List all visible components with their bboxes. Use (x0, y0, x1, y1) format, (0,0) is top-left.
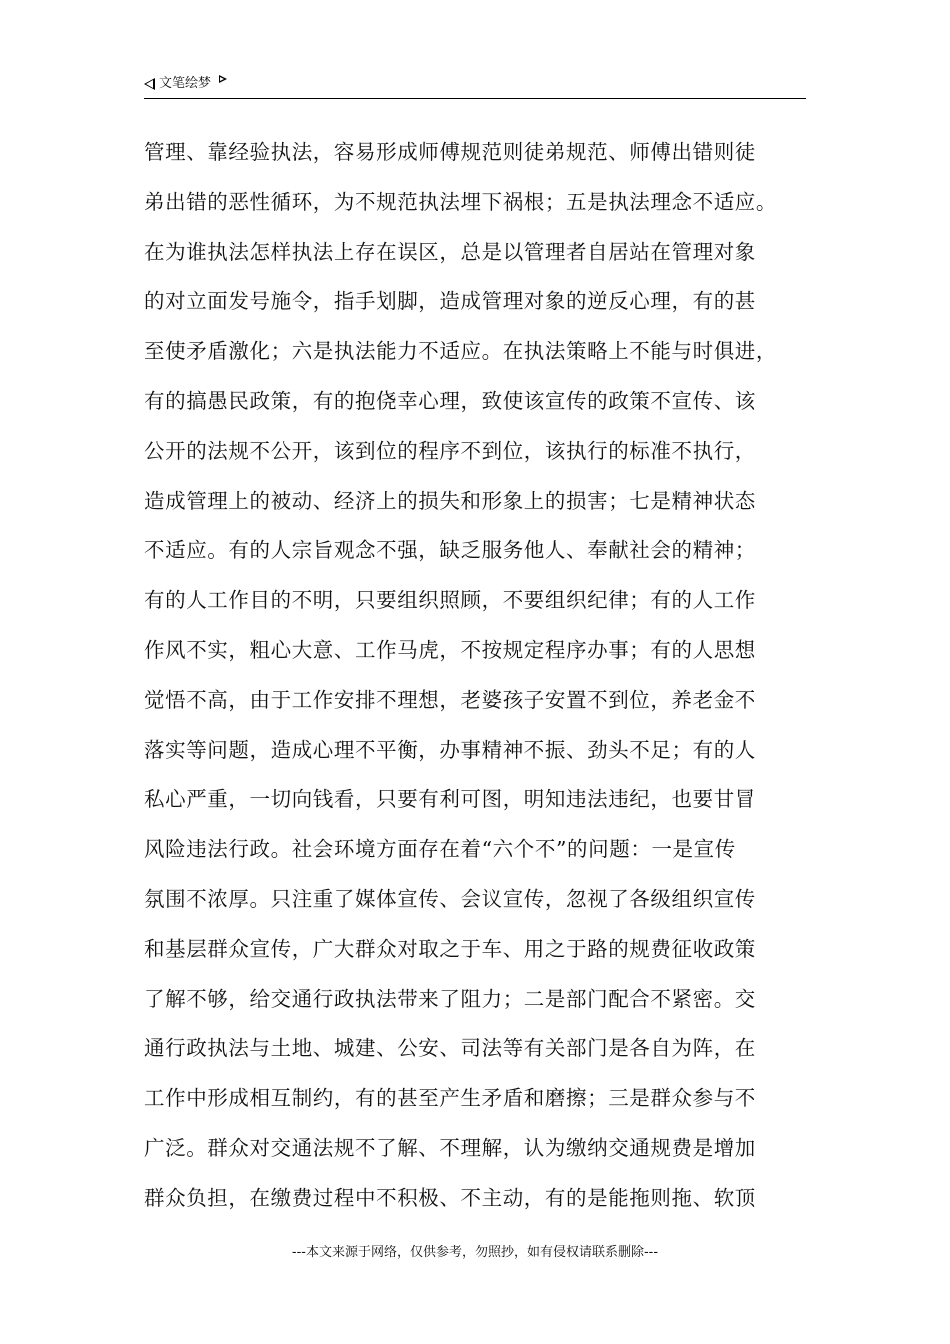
page-header (144, 72, 806, 99)
text-line: 和基层群众宣传，广大群众对取之于车、用之于路的规费征收政策 (144, 936, 756, 961)
text-line: 公开的法规不公开，该到位的程序不到位，该执行的标准不执行， (144, 438, 756, 463)
text-line: 私心严重，一切向钱看，只要有利可图，明知违法违纪，也要甘冒 (144, 787, 756, 812)
text-line: 有的人工作目的不明，只要组织照顾，不要组织纪律；有的人工作 (144, 588, 756, 613)
page-footer-notice: ---本文来源于网络，仅供参考，勿照抄，如有侵权请联系删除--- (291, 1245, 659, 1260)
text-line: 落实等问题，造成心理不平衡，办事精神不振、劲头不足；有的人 (144, 737, 756, 762)
text-line: 觉悟不高，由于工作安排不理想，老婆孩子安置不到位，养老金不 (144, 687, 756, 712)
text-line: 氛围不浓厚。只注重了媒体宣传、会议宣传，忽视了各级组织宣传 (144, 886, 756, 911)
text-line: 不适应。有的人宗旨观念不强，缺乏服务他人、奉献社会的精神； (144, 538, 756, 563)
text-line: 群众负担，在缴费过程中不积极、不主动，有的是能拖则拖、软顶 (144, 1185, 756, 1210)
text-line: 有的搞愚民政策，有的抱侥幸心理，致使该宣传的政策不宣传、该 (144, 388, 756, 413)
text-line: 了解不够，给交通行政执法带来了阻力；二是部门配合不紧密。交 (144, 986, 756, 1011)
text-line: 的对立面发号施令，指手划脚，造成管理对象的逆反心理，有的甚 (144, 289, 756, 314)
text-line: 弟出错的恶性循环，为不规范执法埋下祸根；五是执法理念不适应。 (144, 189, 777, 214)
text-line: 管理、靠经验执法，容易形成师傅规范则徒弟规范、师傅出错则徒 (144, 140, 756, 164)
text-line: 至使矛盾激化；六是执法能力不适应。在执法策略上不能与时俱进， (144, 339, 777, 364)
text-line: 在为谁执法怎样执法上存在误区，总是以管理者自居站在管理对象 (144, 239, 756, 264)
text-line: 通行政执法与土地、城建、公安、司法等有关部门是各自为阵，在 (144, 1036, 756, 1061)
document-body (144, 128, 812, 1224)
header-brand-text: 文笔绘梦 (159, 76, 212, 91)
text-line: 作风不实，粗心大意、工作马虎，不按规定程序办事；有的人思想 (144, 637, 756, 662)
triangle-left-icon (144, 78, 155, 90)
text-line: 广泛。群众对交通法规不了解、不理解，认为缴纳交通规费是增加 (144, 1135, 756, 1160)
text-line: 风险违法行政。社会环境方面存在着“六个不”的问题：一是宣传 (144, 837, 736, 862)
text-line: 工作中形成相互制约，有的甚至产生矛盾和磨擦；三是群众参与不 (144, 1086, 756, 1111)
text-line: 造成管理上的被动、经济上的损失和形象上的损害；七是精神状态 (144, 488, 756, 513)
header-brand (144, 74, 227, 94)
triangle-right-icon (219, 75, 227, 83)
